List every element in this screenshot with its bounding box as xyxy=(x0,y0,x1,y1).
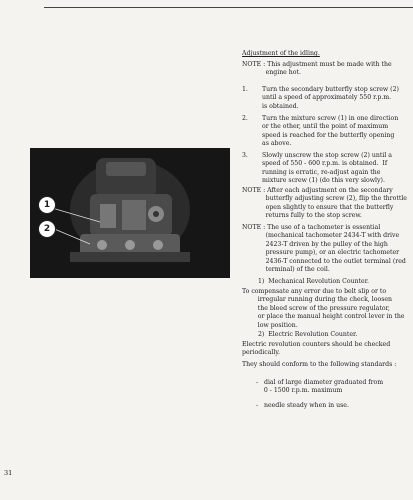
mechanical-counter-heading: 1) Mechanical Revolution Counter. xyxy=(258,278,369,285)
step-1-number: 1. xyxy=(242,86,248,93)
mechanical-counter-body: To compensate any error due to belt slip or to irregular running during the check, loosen the bleed screw of the pressure regulator, or place the manual height control lever in the low position. xyxy=(242,288,405,329)
standards-intro: They should conform to the following standards : xyxy=(242,361,397,368)
section-heading: Adjustment of the idling. xyxy=(242,50,320,57)
callout-2: 2 xyxy=(38,220,56,238)
standard-item-1: - dial of large diameter graduated from 0 - 1500 r.p.m. maximum xyxy=(256,379,384,395)
top-rule xyxy=(44,7,413,8)
callout-1: 1 xyxy=(38,196,56,214)
carburetor-illustration xyxy=(30,148,230,278)
step-2-text: Turn the mixture screw (1) in one direction or the other, until the point of maximum speed is reached for the butterfly opening as above. xyxy=(262,115,399,148)
step-2-number: 2. xyxy=(242,115,248,122)
electric-counter-body: Electric revolution counters should be checked periodically. xyxy=(242,341,391,357)
standard-item-2: - needle steady when in use. xyxy=(256,402,349,409)
note-tachometer: NOTE : The use of a tachometer is essential (mechanical tachometer 2434-T with drive 2423-T driven by the pulley of the high pressure pump), or an electric tachometer 2436-T connected to the outlet terminal (red terminal) of the coil. xyxy=(242,224,406,274)
note-after-adjustment: NOTE : After each adjustment on the secondary butterfly adjusting screw (2), flip the throttle open slightly to ensure that the butterfly returns fully to the stop screw. xyxy=(242,187,407,220)
step-3-text: Slowly unscrew the stop screw (2) until a speed of 550 - 600 r.p.m. is obtained. If running is erratic, re-adjust again the mixture screw (1) (do this very slowly). xyxy=(262,152,392,185)
step-1-text: Turn the secondary butterfly stop screw (2) until a speed of approximately 550 r.p.m. is obtained. xyxy=(262,86,399,110)
page-number: 31 xyxy=(4,469,13,477)
carburetor-photo xyxy=(30,148,230,278)
note-engine-hot: NOTE : This adjustment must be made with the engine hot. xyxy=(242,61,392,77)
electric-counter-heading: 2) Electric Revolution Counter. xyxy=(258,331,358,338)
step-3-number: 3. xyxy=(242,152,248,159)
